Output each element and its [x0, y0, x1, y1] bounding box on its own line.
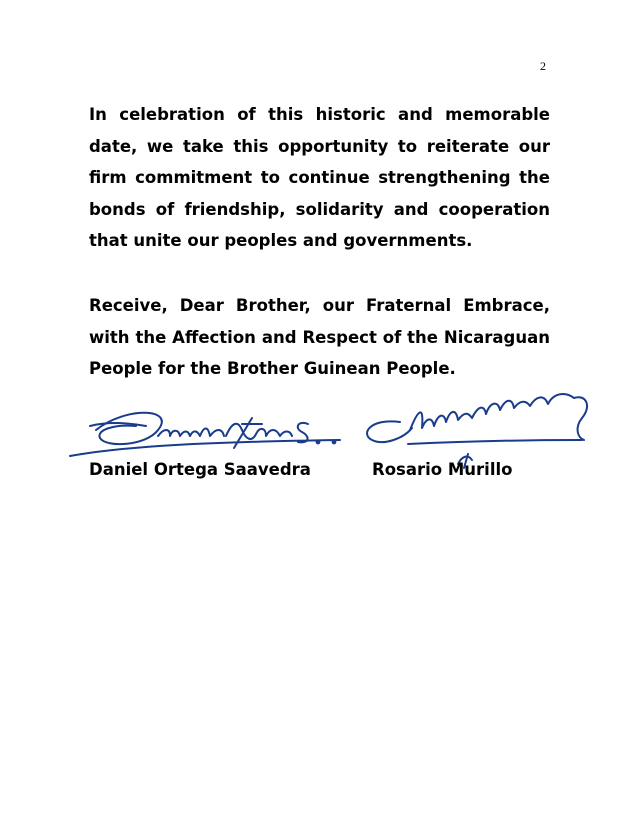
letter-paragraph-embrace: Receive, Dear Brother, our Fraternal Embrace, with the Affection and Respect of the Nicaraguan People for the Brother Guinean People. — [89, 296, 550, 378]
signer-name-daniel-ortega: Daniel Ortega Saavedra — [89, 460, 311, 479]
signature-daniel-ortega — [66, 402, 344, 464]
page-number: 2 — [540, 59, 546, 73]
signer-name-rosario-murillo: Rosario Murillo — [372, 460, 513, 479]
letter-paragraph-celebration: In celebration of this historic and memorable date, we take this opportunity to reiterate our firm commitment to continue strengthening the bonds of friendship, solidarity and cooperation that unite our peoples and governments. — [89, 105, 550, 250]
